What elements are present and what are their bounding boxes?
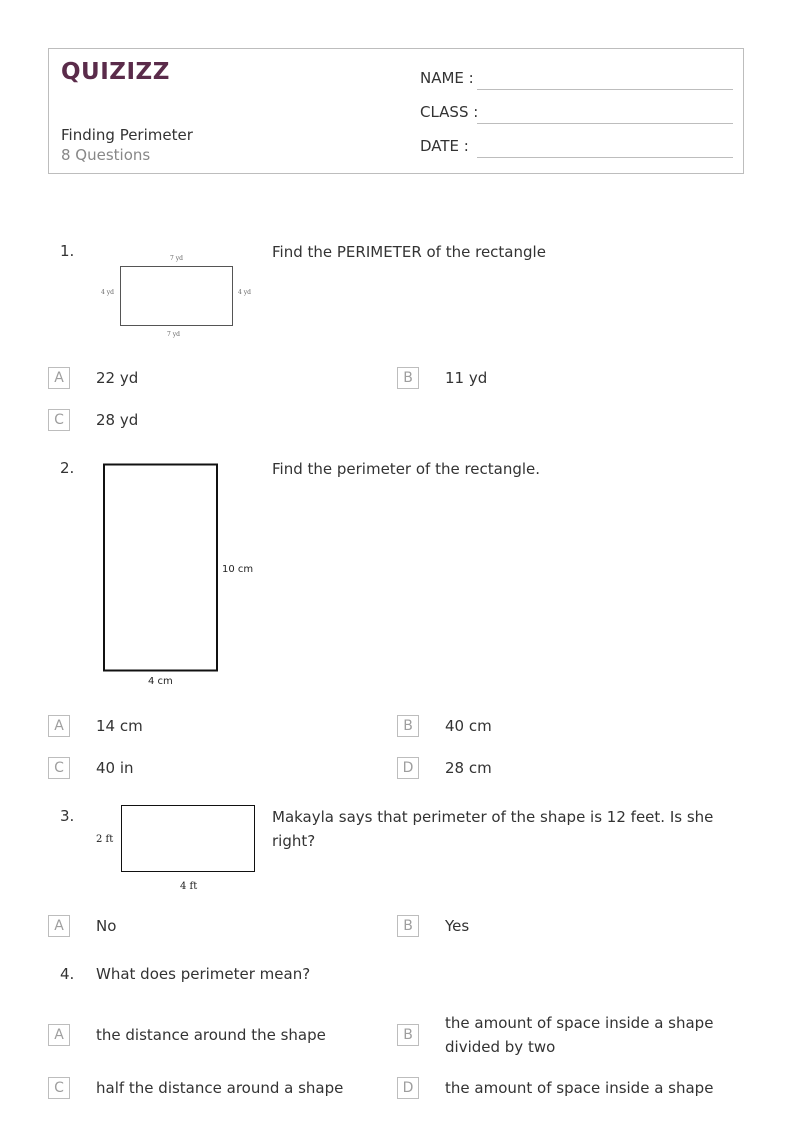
question-3-figure [90, 800, 262, 896]
question-count: 8 Questions [61, 146, 151, 164]
fig1-top-label: 7 yd [170, 255, 183, 262]
question-1-text: Find the PERIMETER of the rectangle [272, 243, 546, 261]
q4-option-b-box[interactable]: B [397, 1024, 419, 1046]
q3-option-b-box[interactable]: B [397, 915, 419, 937]
q2-option-a-text: 14 cm [96, 717, 143, 735]
date-line[interactable] [477, 157, 733, 158]
question-2-figure [96, 458, 262, 690]
class-label: CLASS : [420, 103, 479, 121]
rectangle-shape-q3 [122, 806, 255, 872]
q2-option-b-box[interactable]: B [397, 715, 419, 737]
date-label: DATE : [420, 137, 469, 155]
fig3-bottom-label: 4 ft [180, 881, 198, 892]
q2-option-b-text: 40 cm [445, 717, 492, 735]
class-line[interactable] [477, 123, 733, 124]
q4-option-b-text: the amount of space inside a shape divided by two [445, 1014, 714, 1056]
name-label: NAME : [420, 69, 474, 87]
q1-option-a-box[interactable]: A [48, 367, 70, 389]
q3-option-a-box[interactable]: A [48, 915, 70, 937]
fig1-bottom-label: 7 yd [167, 331, 180, 338]
q1-option-c-text: 28 yd [96, 411, 139, 429]
q1-option-b-box[interactable]: B [397, 367, 419, 389]
q1-option-a-text: 22 yd [96, 369, 139, 387]
question-2-text: Find the perimeter of the rectangle. [272, 460, 541, 478]
q3-option-a-text: No [96, 917, 117, 935]
question-1-figure [96, 250, 256, 340]
fig1-right-label: 4 yd [238, 289, 251, 296]
q4-option-c-box[interactable]: C [48, 1077, 70, 1099]
q4-option-d-box[interactable]: D [397, 1077, 419, 1099]
question-4-number: 4. [60, 965, 75, 983]
fig2-bottom-label: 4 cm [148, 676, 173, 687]
q2-option-c-box[interactable]: C [48, 757, 70, 779]
fig1-left-label: 4 yd [101, 289, 114, 296]
name-line[interactable] [477, 89, 733, 90]
q3-option-b-text: Yes [445, 917, 470, 935]
question-1-number: 1. [60, 242, 75, 260]
q2-option-c-text: 40 in [96, 759, 134, 777]
q2-option-d-box[interactable]: D [397, 757, 419, 779]
worksheet-header [48, 48, 744, 174]
q2-option-d-text: 28 cm [445, 759, 492, 777]
q2-option-a-box[interactable]: A [48, 715, 70, 737]
worksheet-title: Finding Perimeter [61, 126, 193, 144]
tall-rectangle-shape [104, 465, 217, 671]
question-4-text: What does perimeter mean? [96, 965, 311, 983]
q4-option-a-box[interactable]: A [48, 1024, 70, 1046]
quizizz-logo: QUIZIZZ [61, 59, 170, 85]
q4-option-d-text: the amount of space inside a shape [445, 1079, 714, 1097]
fig2-side-label: 10 cm [222, 564, 254, 575]
question-2-number: 2. [60, 459, 75, 477]
question-3-text: Makayla says that perimeter of the shape is 12 feet. Is she right? [272, 808, 714, 850]
q4-option-c-text: half the distance around a shape [96, 1079, 344, 1097]
question-3-number: 3. [60, 807, 75, 825]
q1-option-c-box[interactable]: C [48, 409, 70, 431]
q4-option-a-text: the distance around the shape [96, 1026, 326, 1044]
q1-option-b-text: 11 yd [445, 369, 488, 387]
rectangle-shape [121, 267, 233, 326]
fig3-left-label: 2 ft [96, 834, 114, 845]
